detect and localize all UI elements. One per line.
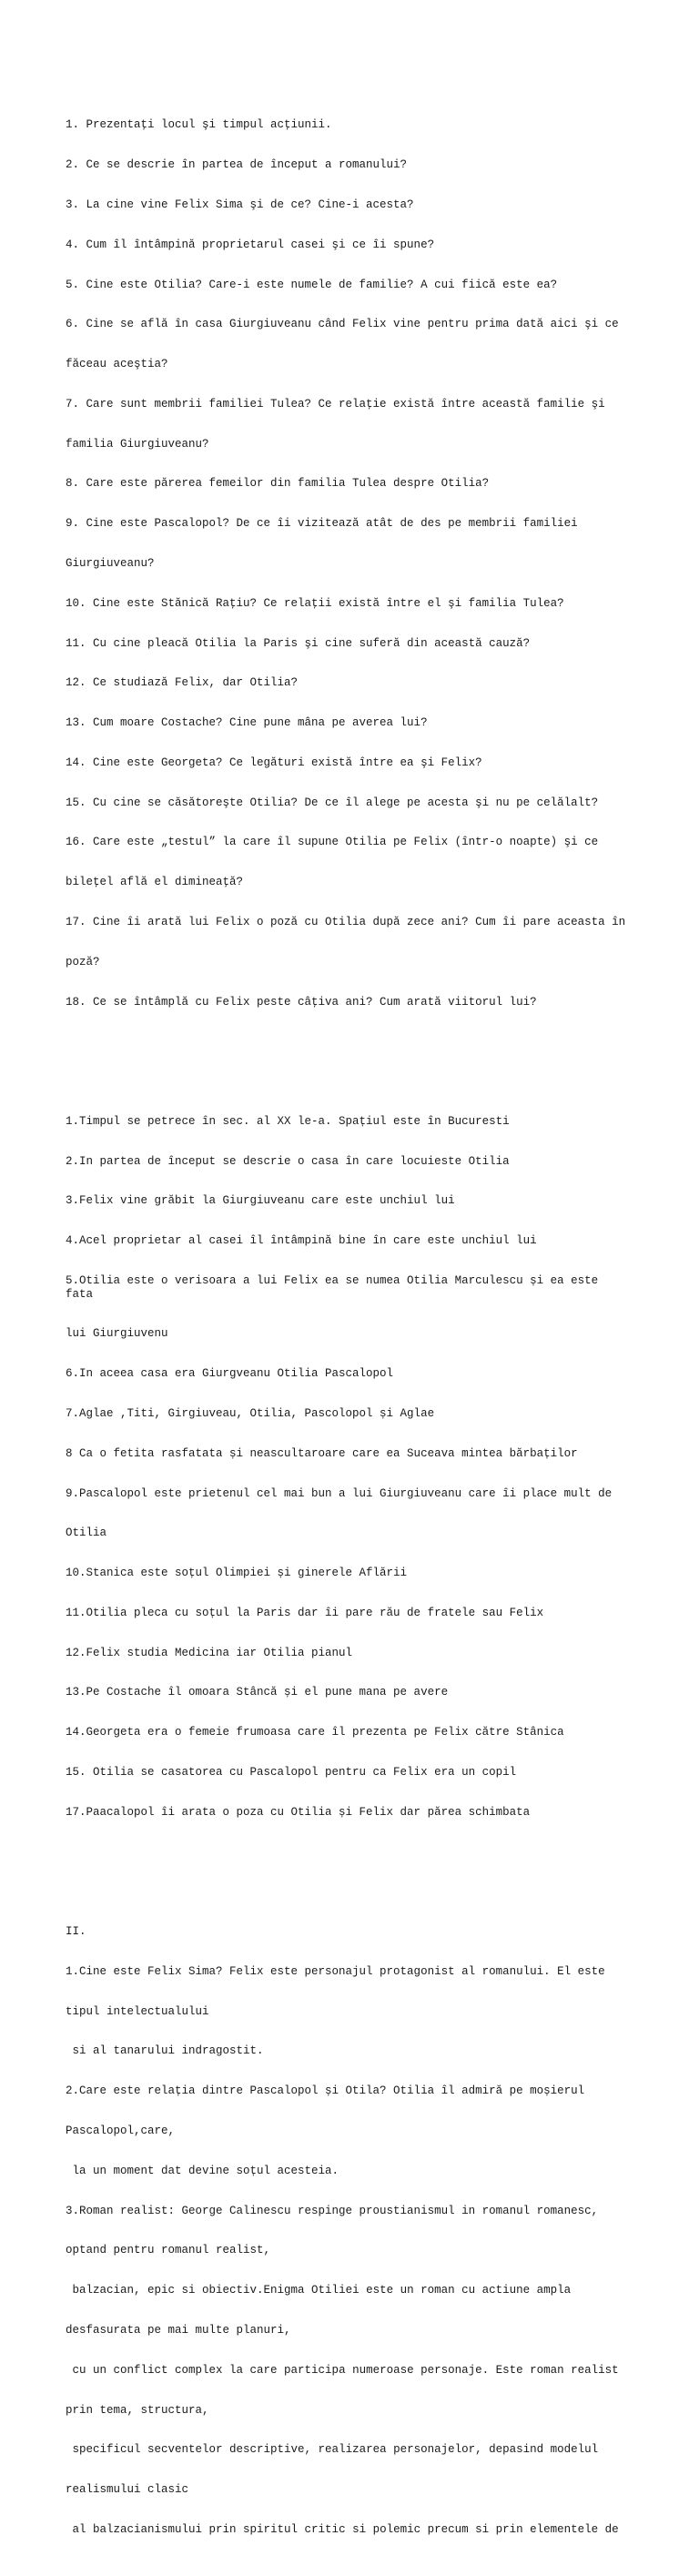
answer-line: 2.In partea de început se descrie o casa în care locuieste Otilia — [66, 1154, 510, 1168]
question-line: 1. Prezentaţi locul şi timpul acţiunii. — [66, 118, 332, 132]
question-line: 12. Ce studiază Felix, dar Otilia? — [66, 676, 299, 690]
part-two-line: al balzacianismului prin spiritul critic si polemic precum si prin elementele de — [66, 2522, 619, 2536]
answer-line: 14.Georgeta era o femeie frumoasa care îl prezenta pe Felix către Stânica — [66, 1726, 564, 1739]
part-two-line: la un moment dat devine soțul acesteia. — [66, 2164, 339, 2177]
answer-line: 10.Stanica este soțul Olimpiei și ginerele Aflării — [66, 1567, 408, 1580]
question-line: 9. Cine este Pascalopol? De ce îi vizitează atât de des pe membrii familiei — [66, 517, 578, 531]
answer-line: 7.Aglae ,Titi, Girgiuveau, Otilia, Pascolopol și Aglae — [66, 1406, 435, 1420]
part-two-line: realismului clasic — [66, 2483, 189, 2497]
part-two-line: optand pentru romanul realist, — [66, 2244, 271, 2257]
answer-line: 12.Felix studia Medicina iar Otilia pianul — [66, 1646, 353, 1659]
question-line: 2. Ce se descrie în partea de început a romanului? — [66, 158, 408, 172]
part-two-section — [66, 1899, 630, 2563]
document-page — [66, 66, 630, 2576]
part-two-line: cu un conflict complex la care participa numeroase personaje. Este roman realist — [66, 2363, 619, 2377]
part-two-line: 3.Roman realist: George Calinescu respinge proustianismul in romanul romanesc, — [66, 2204, 599, 2217]
answer-line: 17.Paacalopol îi arata o poza cu Otilia și Felix dar părea schimbata — [66, 1805, 531, 1819]
question-line: 18. Ce se întâmplă cu Felix peste câţiva ani? Cum arată viitorul lui? — [66, 995, 537, 1009]
part-two-line: 2.Care este relația dintre Pascalopol și Otila? Otilia îl admiră pe moșierul — [66, 2084, 585, 2098]
answers-section — [66, 1089, 630, 1846]
answer-line: 5.Otilia este o verisoara a lui Felix ea se numea Otilia Marculescu și ea este fata — [66, 1274, 605, 1301]
answer-line: 3.Felix vine grăbit la Giurgiuveanu care este unchiul lui — [66, 1194, 455, 1208]
question-line: 11. Cu cine pleacă Otilia la Paris şi cine suferă din această cauză? — [66, 636, 531, 650]
answer-line: Otilia — [66, 1526, 107, 1540]
question-line: 15. Cu cine se căsătoreşte Otilia? De ce îl alege pe acesta şi nu pe celălalt? — [66, 796, 599, 809]
question-line: 13. Cum moare Costache? Cine pune mâna pe averea lui? — [66, 716, 428, 730]
question-line: 10. Cine este Stănică Raţiu? Ce relaţii există între el şi familia Tulea? — [66, 596, 564, 610]
answer-line: 4.Acel proprietar al casei îl întâmpină bine în care este unchiul lui — [66, 1234, 537, 1248]
part-two-line: desfasurata pe mai multe planuri, — [66, 2323, 291, 2337]
part-two-line: si al tanarului indragostit. — [66, 2044, 264, 2058]
answer-line: 8 Ca o fetita rasfatata și neascultaroare care ea Suceava mintea bărbaților — [66, 1446, 578, 1460]
question-line: 7. Care sunt membrii familiei Tulea? Ce relaţie există între această familie şi — [66, 397, 605, 411]
question-line: 3. La cine vine Felix Sima şi de ce? Cine-i acesta? — [66, 198, 414, 211]
part-two-line: 1.Cine este Felix Sima? Felix este personajul protagonist al romanului. El este — [66, 1964, 605, 1978]
part-two-line: specificul secventelor descriptive, realizarea personajelor, depasind modelul — [66, 2443, 599, 2457]
answer-line: 11.Otilia pleca cu soțul la Paris dar îi pare rău de fratele sau Felix — [66, 1606, 544, 1619]
question-line: 14. Cine este Georgeta? Ce legături există între ea şi Felix? — [66, 756, 482, 769]
answer-line: 15. Otilia se casatorea cu Pascalopol pentru ca Felix era un copil — [66, 1766, 517, 1779]
section-heading: II. — [66, 1925, 86, 1939]
questions-section — [66, 92, 630, 1035]
question-line: Giurgiuveanu? — [66, 556, 155, 570]
part-two-line: prin tema, structura, — [66, 2403, 209, 2417]
answer-line: 6.In aceea casa era Giurgveanu Otilia Pascalopol — [66, 1367, 394, 1381]
question-line: 5. Cine este Otilia? Care-i este numele de familie? A cui fiică este ea? — [66, 278, 558, 291]
part-two-line: Pascalopol,care, — [66, 2125, 176, 2138]
question-line: făceau aceştia? — [66, 358, 168, 371]
answer-line: 13.Pe Costache îl omoara Stâncă și el pune mana pe avere — [66, 1686, 449, 1699]
question-line: familia Giurgiuveanu? — [66, 437, 209, 451]
question-line: 8. Care este părerea femeilor din familia Tulea despre Otilia? — [66, 477, 490, 491]
part-two-line: tipul intelectualului — [66, 2004, 209, 2018]
answer-line: 9.Pascalopol este prietenul cel mai bun a lui Giurgiuveanu care îi place mult de — [66, 1486, 613, 1500]
question-line: 6. Cine se află în casa Giurgiuveanu când Felix vine pentru prima dată aici şi ce — [66, 318, 619, 331]
question-line: poză? — [66, 955, 100, 969]
part-two-line: balzacian, epic si obiectiv.Enigma Otiliei este un roman cu actiune ampla — [66, 2284, 572, 2297]
question-line: bileţel află el dimineaţă? — [66, 876, 244, 889]
answer-line: 1.Timpul se petrece în sec. al XX le-a. Spațiul este în Bucuresti — [66, 1114, 510, 1128]
answer-line: lui Giurgiuvenu — [66, 1327, 168, 1341]
question-line: 16. Care este „testul” la care îl supune Otilia pe Felix (într-o noapte) şi ce — [66, 836, 599, 849]
question-line: 17. Cine îi arată lui Felix o poză cu Otilia după zece ani? Cum îi pare aceasta în — [66, 916, 626, 928]
question-line: 4. Cum îl întâmpină proprietarul casei şi ce îi spune? — [66, 238, 435, 251]
